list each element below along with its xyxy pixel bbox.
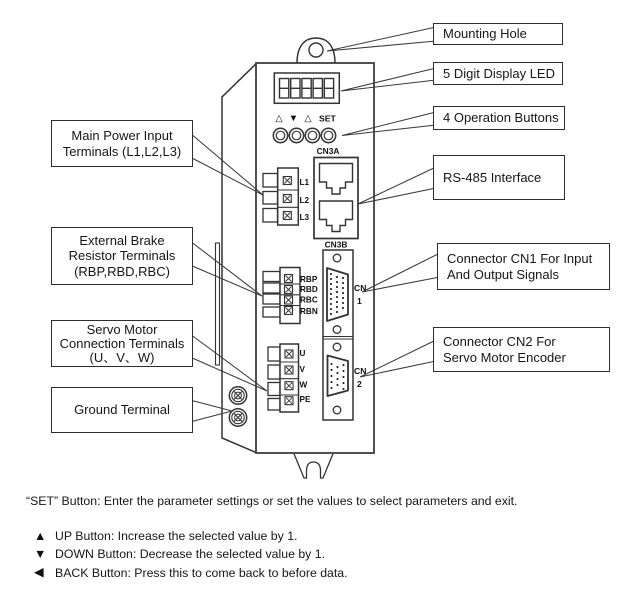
back-triangle-icon: △ — [304, 113, 312, 124]
callout-line: Servo Motor — [86, 321, 158, 337]
set-label: SET — [319, 113, 336, 124]
cn2-number: 2 — [357, 379, 362, 389]
terminal-screw — [285, 350, 293, 358]
button-notes — [34, 527, 348, 582]
screw-hole — [333, 343, 341, 351]
terminal-screw — [285, 286, 293, 294]
terminal-screw — [283, 195, 291, 203]
note-back-button — [34, 564, 348, 582]
terminal-label-v: V — [299, 365, 305, 374]
operation-button — [273, 128, 287, 142]
up-triangle-icon: △ — [275, 113, 283, 124]
terminal-label-rbd: RBD — [300, 285, 318, 294]
callout-servo-motor-terminals — [51, 320, 193, 367]
terminal-label-w: W — [299, 380, 308, 390]
callout-line: Ground Terminal — [74, 402, 170, 418]
cn1-number: 1 — [357, 296, 362, 306]
brake-terminal-block — [263, 268, 318, 324]
terminal-label-rbc: RBC — [300, 295, 318, 305]
callout-line: External Brake — [79, 232, 165, 248]
terminal-label-l1: L1 — [299, 178, 310, 187]
callout-brake-resistor-terminals — [51, 227, 193, 285]
operation-button — [289, 128, 303, 142]
terminal-label-u: U — [299, 349, 306, 358]
screw-hole — [333, 254, 341, 262]
terminal-screw — [285, 382, 293, 390]
cn3b-label: CN3B — [324, 239, 348, 250]
callout-line: Resistor Terminals — [68, 248, 176, 264]
screw-hole — [333, 326, 341, 334]
note-text: BACK Button: Press this to come back to before data. — [55, 565, 348, 580]
connector-plate — [323, 250, 353, 420]
terminal-screw — [283, 212, 291, 220]
callout-line: 5 Digit Display LED — [443, 65, 555, 81]
terminal-screw — [285, 307, 293, 315]
terminal-screw — [285, 296, 293, 304]
callout-line: Connector CN1 For Input — [447, 251, 593, 266]
callout-line: RS-485 Interface — [443, 169, 542, 185]
cn1-label: CN — [354, 283, 367, 293]
callout-main-power-terminals — [51, 120, 193, 167]
callout-line: Terminals (L1,L2,L3) — [62, 143, 182, 159]
mounting-hole — [309, 43, 323, 57]
cn2-label: CN — [354, 366, 367, 376]
cn3a-label: CN3A — [316, 146, 340, 156]
terminal-label-pe: PE — [299, 395, 311, 404]
set-button-note: “SET” Button: Enter the parameter settings or set the values to select parameters and exit. — [26, 494, 518, 508]
callout-mounting-hole — [433, 23, 563, 45]
callout-cn1 — [437, 243, 610, 290]
rs485-port-block — [314, 158, 358, 239]
down-triangle-icon: ▼ — [288, 113, 299, 124]
callout-line: And Output Signals — [447, 266, 560, 282]
operation-button — [321, 128, 335, 142]
terminal-label-rbn: RBN — [300, 307, 318, 316]
note-text: DOWN Button: Decrease the selected value by 1. — [55, 547, 325, 562]
terminal-label-l2: L2 — [299, 196, 310, 205]
back-triangle-icon: ◀ — [34, 565, 44, 580]
callout-operation-buttons — [433, 106, 565, 130]
screw-hole — [333, 406, 341, 414]
operation-button — [305, 128, 319, 142]
bottom-mounting-tab — [294, 454, 333, 478]
note-text: UP Button: Increase the selected value by 1. — [55, 529, 298, 544]
terminal-label-rbp: RBP — [300, 275, 318, 284]
callout-line: 4 Operation Buttons — [443, 110, 559, 126]
terminal-screw — [283, 177, 291, 185]
callout-line: (U、V、W) — [89, 349, 155, 365]
callout-line: Main Power Input — [71, 128, 173, 143]
up-triangle-icon: ▲ — [34, 528, 47, 543]
note-up-button — [34, 527, 348, 545]
terminal-screw — [285, 397, 293, 405]
terminal-label-l3: L3 — [299, 213, 310, 222]
callout-display-led — [433, 62, 563, 85]
callout-line: (RBP,RBD,RBC) — [74, 263, 170, 279]
down-triangle-icon: ▼ — [34, 547, 47, 562]
callout-rs485-interface — [433, 155, 565, 200]
terminal-screw — [285, 275, 293, 283]
callout-cn2 — [433, 327, 610, 372]
callout-ground-terminal — [51, 387, 193, 433]
ground-screw — [229, 387, 246, 404]
callout-line: Connection Terminals — [59, 335, 185, 351]
callout-line: Mounting Hole — [443, 26, 527, 42]
callout-line: Connector CN2 For — [443, 334, 556, 349]
led-display — [274, 73, 339, 103]
terminal-screw — [285, 366, 293, 374]
callout-line: Servo Motor Encoder — [443, 349, 566, 365]
note-down-button — [34, 545, 348, 563]
leader-mounting-hole — [327, 27, 436, 51]
